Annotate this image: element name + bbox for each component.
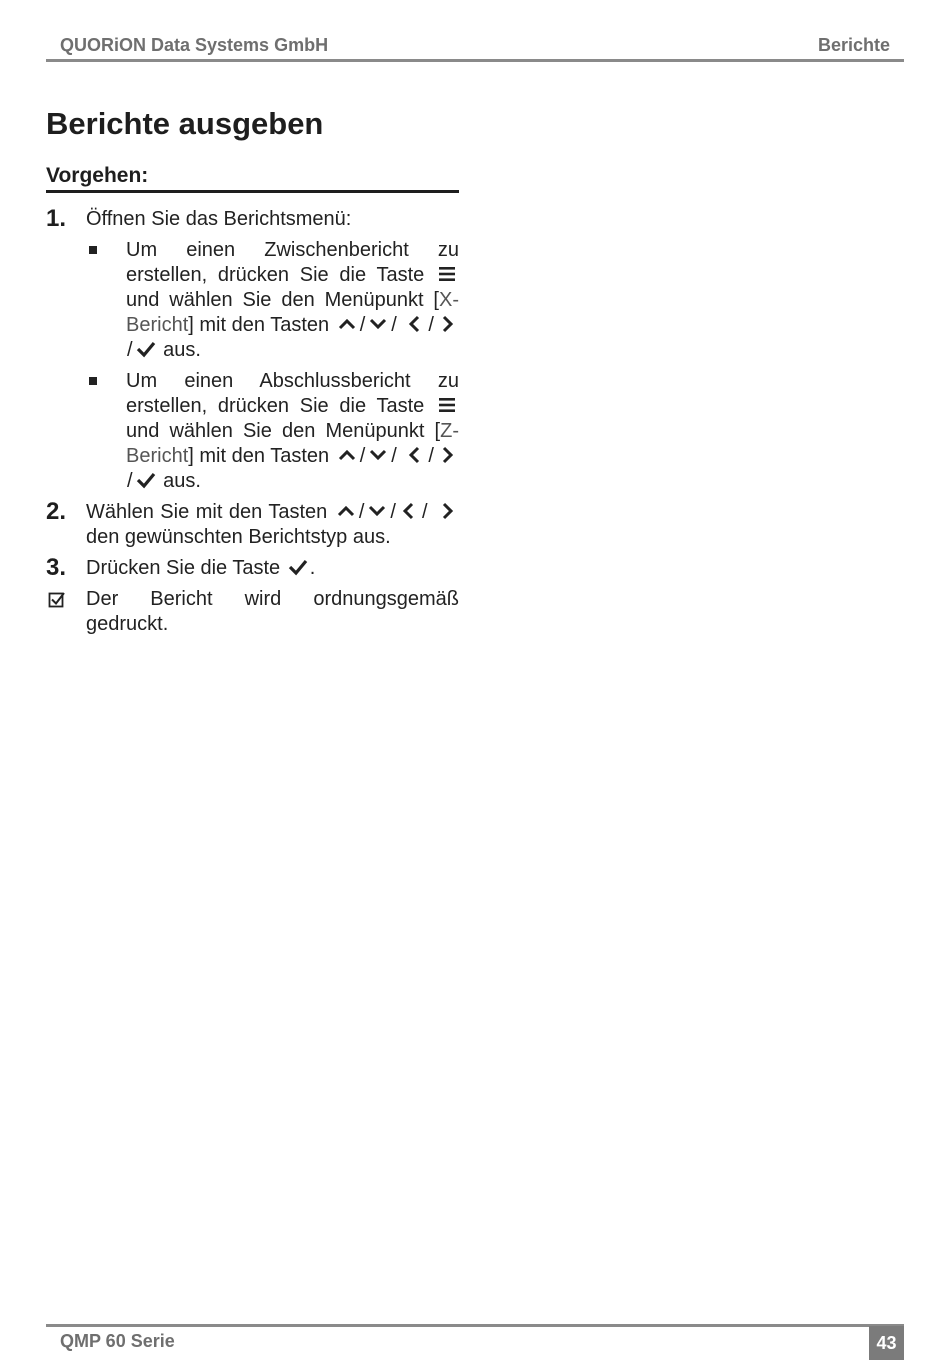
arrow-down-icon xyxy=(368,314,388,334)
step-number: 3. xyxy=(46,554,67,581)
menu-icon xyxy=(437,395,457,415)
bullet-x-report: Um einen Zwischenbericht zu erstellen, drücken Sie die Taste und wählen Sie den Menüpunkt [X-Bericht] mit den Tasten / / / / aus. xyxy=(86,238,459,363)
checked-box-icon xyxy=(48,591,66,609)
step-1 xyxy=(46,207,459,494)
procedure-heading-underline xyxy=(46,190,459,193)
result xyxy=(46,587,459,637)
menu-item-reference: [Z-Bericht] xyxy=(126,420,459,467)
arrow-down-icon xyxy=(368,445,388,465)
step-text: Öffnen Sie das Berichtsmenü: xyxy=(86,208,352,230)
bullet-z-report: Um einen Abschlussbericht zu erstellen, drücken Sie die Taste und wählen Sie den Menüpunkt [Z-Bericht] mit den Tasten / / / / aus. xyxy=(86,369,459,494)
step-2 xyxy=(46,500,459,550)
arrow-right-icon xyxy=(437,501,457,521)
menu-item-reference: [X-Bericht] xyxy=(126,289,459,336)
header-section: Berichte xyxy=(817,35,890,55)
step-text: Wählen Sie mit den Tasten / / / den gewünschten Berichtstyp aus. xyxy=(86,500,459,550)
arrow-up-icon xyxy=(337,314,357,334)
result-text: Der Bericht wird ordnungsgemäß gedruckt. xyxy=(86,588,459,635)
step-3 xyxy=(46,556,459,581)
menu-icon xyxy=(437,264,457,284)
checkmark-icon xyxy=(288,557,308,577)
procedure-heading: Vorgehen: xyxy=(46,164,149,187)
arrow-left-icon xyxy=(399,501,419,521)
footer-divider xyxy=(46,1324,904,1327)
checkmark-icon xyxy=(136,470,156,490)
arrow-right-icon xyxy=(437,314,457,334)
arrow-down-icon xyxy=(367,501,387,521)
checkmark-icon xyxy=(136,339,156,359)
header-company: QUORiON Data Systems GmbH xyxy=(60,35,329,55)
page-title: Berichte ausgeben xyxy=(46,106,324,141)
bullet-square-icon xyxy=(89,246,97,254)
arrow-left-icon xyxy=(405,314,425,334)
arrow-right-icon xyxy=(437,445,457,465)
arrow-up-icon xyxy=(336,501,356,521)
bullet-list xyxy=(86,238,459,494)
step-text: Drücken Sie die Taste . xyxy=(86,557,316,579)
header-divider xyxy=(46,59,904,62)
procedure-content xyxy=(46,207,459,637)
bullet-square-icon xyxy=(89,377,97,385)
arrow-up-icon xyxy=(337,445,357,465)
page-number: 43 xyxy=(869,1326,904,1360)
step-number: 2. xyxy=(46,498,67,525)
arrow-left-icon xyxy=(405,445,425,465)
step-number: 1. xyxy=(46,205,67,232)
footer-product: QMP 60 Serie xyxy=(60,1331,175,1351)
